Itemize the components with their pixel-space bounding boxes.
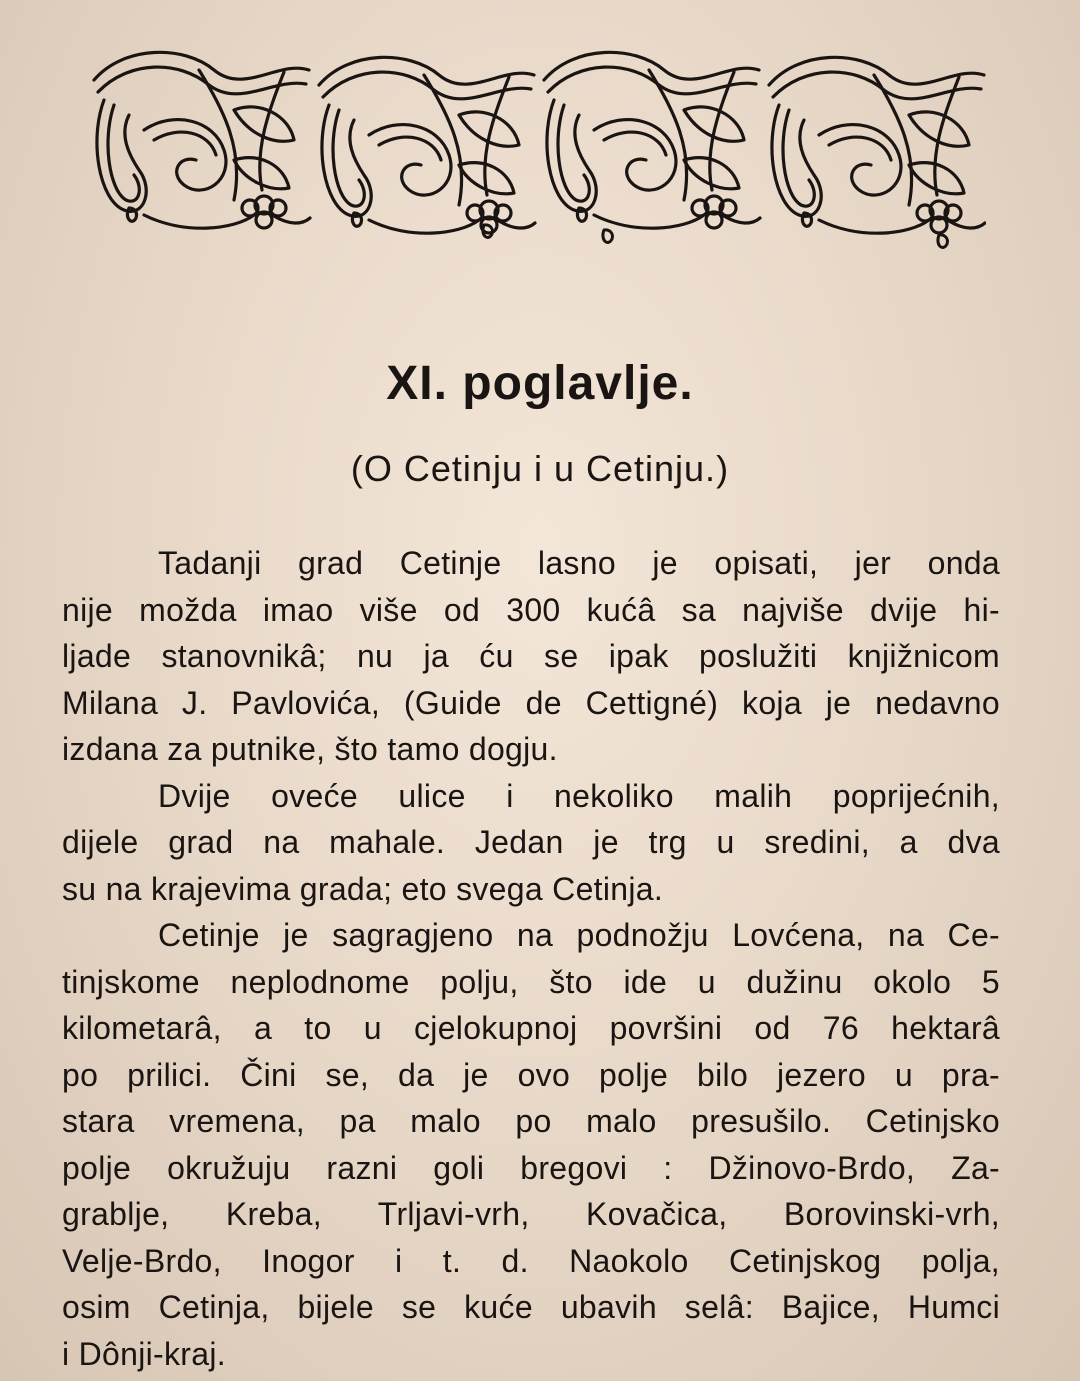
text-line: osim Cetinja, bijele se kuće ubavih selâ: Bajice, Humci bbox=[62, 1289, 1000, 1325]
body-text bbox=[62, 540, 1000, 1377]
text-line: po prilici. Čini se, da je ovo polje bilo jezero u pra- bbox=[62, 1056, 1000, 1093]
chapter-title: XI. poglavlje. bbox=[386, 357, 694, 410]
text-line: Dvije oveće ulice i nekoliko malih poprijećnih, bbox=[158, 777, 1000, 814]
text-line: polje okružuju razni goli bregovi : Džinovo-Brdo, Za- bbox=[62, 1149, 1000, 1186]
text-line: dijele grad na mahale. Jedan je trg u sredini, a dva bbox=[62, 824, 1000, 860]
text-line: Tadanji grad Cetinje lasno je opisati, jer onda bbox=[158, 545, 1000, 581]
text-line: su na krajevima grada; eto svega Cetinja. bbox=[62, 870, 664, 907]
chapter-subtitle: (O Cetinju i u Cetinju.) bbox=[350, 448, 730, 489]
text-line: Milana J. Pavlovića, (Guide de Cettigné) koja je nedavno bbox=[62, 684, 1000, 721]
text-line: tinjskome neplodnome polju, što ide u dužinu okolo 5 bbox=[62, 963, 1000, 1000]
text-line: i Dônji-kraj. bbox=[62, 1335, 226, 1372]
text-line: ljade stanovnikâ; nu ja ću se ipak poslužiti knjižnicom bbox=[62, 638, 1000, 674]
text-line: stara vremena, pa malo po malo presušilo. Cetinjsko bbox=[62, 1103, 1000, 1139]
floral-ornament-icon bbox=[84, 40, 986, 255]
text-line: nije možda imao više od 300 kućâ sa najviše dvije hi- bbox=[62, 591, 1000, 628]
text-line: Cetinje je sagragjeno na podnožju Lovćena, na Ce- bbox=[158, 917, 1000, 953]
text-line: izdana za putnike, što tamo dogju. bbox=[62, 731, 558, 767]
text-line: grablje, Kreba, Trljavi-vrh, Kovačica, Borovinski-vrh, bbox=[62, 1196, 1000, 1232]
text-line: Velje-Brdo, Inogor i t. d. Naokolo Cetinjskog polja, bbox=[62, 1242, 1000, 1279]
text-line: kilometarâ, a to u cjelokupnoj površini od 76 hektarâ bbox=[62, 1010, 1000, 1046]
